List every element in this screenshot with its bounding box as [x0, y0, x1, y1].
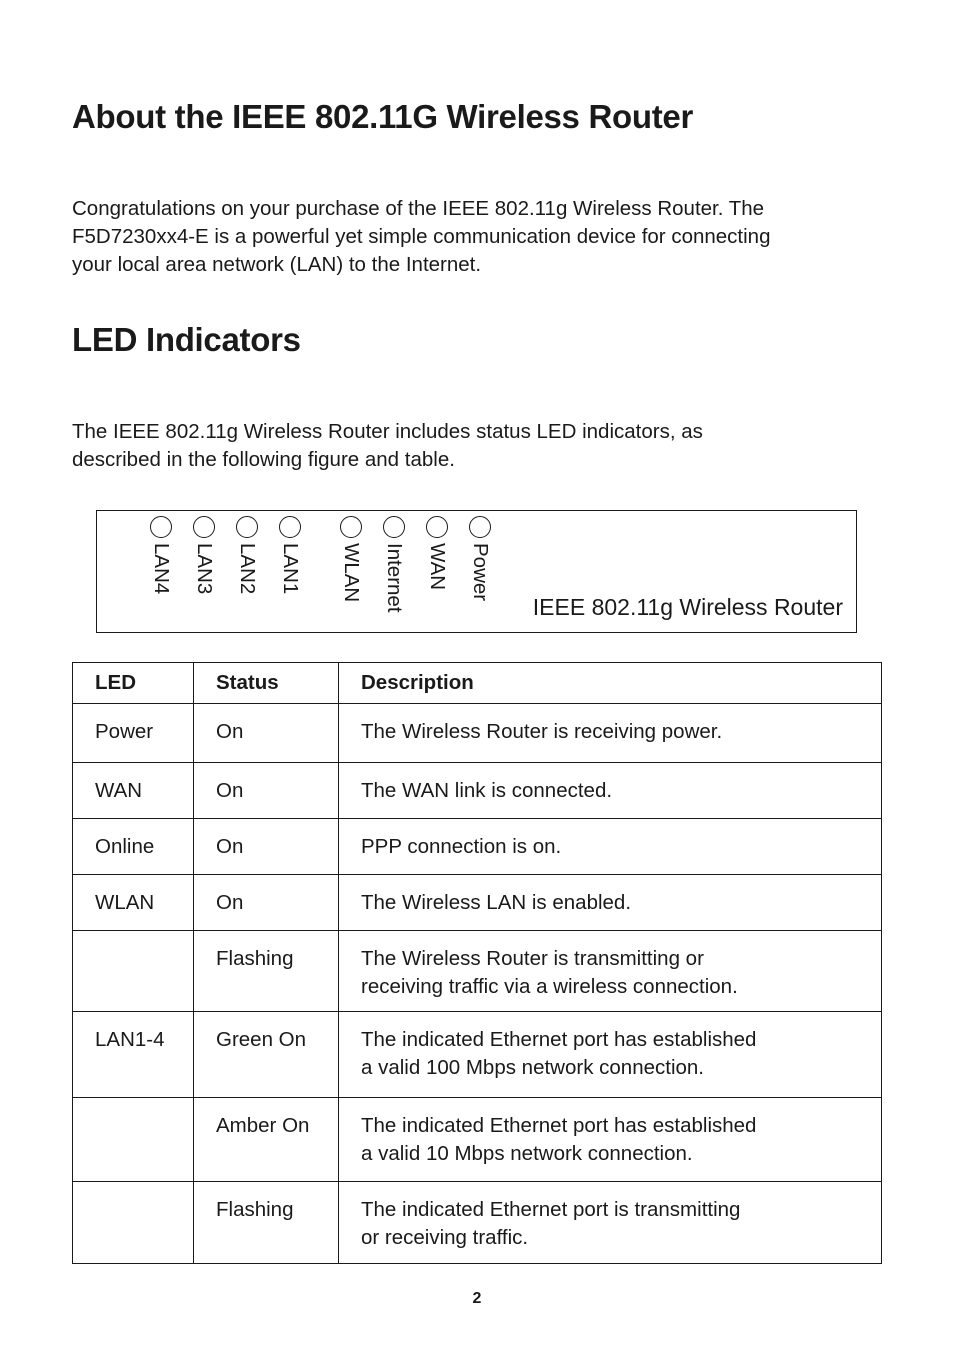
column-header-led: LED [73, 663, 194, 704]
cell-status: Green On [194, 1012, 339, 1098]
cell-status: On [194, 704, 339, 763]
led-circle-icon [193, 516, 215, 538]
cell-led: WLAN [73, 875, 194, 931]
led-circle-icon [469, 516, 491, 538]
description-line: a valid 100 Mbps network connection. [361, 1056, 705, 1079]
table-row [73, 931, 882, 1012]
router-front-panel-figure [96, 510, 857, 633]
cell-status: Flashing [194, 1182, 339, 1264]
cell-led [73, 1098, 194, 1182]
cell-description [339, 704, 882, 763]
cell-status: On [194, 819, 339, 875]
description-line: The WAN link is connected. [361, 779, 613, 802]
description-line: The indicated Ethernet port is transmitting [361, 1198, 741, 1221]
description-line: The Wireless Router is transmitting or [361, 947, 704, 970]
led-label-lan3: LAN3 [193, 543, 216, 595]
cell-description [339, 763, 882, 819]
panel-caption: IEEE 802.11g Wireless Router [532, 594, 843, 620]
led-label-wlan: WLAN [340, 543, 363, 603]
table-row [73, 875, 882, 931]
intro-line: your local area network (LAN) to the Internet. [72, 253, 482, 276]
table-row [73, 1182, 882, 1264]
description-line: The Wireless LAN is enabled. [361, 891, 632, 914]
led-circle-icon [426, 516, 448, 538]
led-circle-icon [150, 516, 172, 538]
section-heading-led-indicators: LED Indicators [72, 321, 301, 358]
description-line: The indicated Ethernet port has established [361, 1028, 757, 1051]
cell-status: Amber On [194, 1098, 339, 1182]
led-label-power: Power [469, 543, 492, 602]
column-header-description: Description [339, 663, 882, 704]
page-title: About the IEEE 802.11G Wireless Router [72, 98, 693, 135]
cell-description [339, 875, 882, 931]
led-status-table [72, 662, 882, 1264]
description-line: or receiving traffic. [361, 1226, 529, 1249]
led-label-wan: WAN [426, 543, 449, 591]
table-row [73, 1098, 882, 1182]
cell-status: Flashing [194, 931, 339, 1012]
cell-led [73, 931, 194, 1012]
description-line: receiving traffic via a wireless connection. [361, 975, 738, 998]
cell-led: Online [73, 819, 194, 875]
column-header-status: Status [194, 663, 339, 704]
description-line: The indicated Ethernet port has established [361, 1114, 757, 1137]
cell-status: On [194, 763, 339, 819]
table-row [73, 1012, 882, 1098]
cell-led: LAN1-4 [73, 1012, 194, 1098]
cell-description [339, 1182, 882, 1264]
cell-led: WAN [73, 763, 194, 819]
cell-description [339, 1012, 882, 1098]
description-line: PPP connection is on. [361, 835, 562, 858]
led-circle-icon [340, 516, 362, 538]
description-line: The Wireless Router is receiving power. [361, 720, 723, 743]
led-label-lan2: LAN2 [236, 543, 259, 595]
table-row [73, 763, 882, 819]
cell-description [339, 931, 882, 1012]
intro-line: Congratulations on your purchase of the IEEE 802.11g Wireless Router. The [72, 197, 765, 220]
cell-status: On [194, 875, 339, 931]
cell-description [339, 1098, 882, 1182]
led-label-internet: Internet [383, 543, 406, 613]
led-label-lan4: LAN4 [150, 543, 173, 595]
intro-line: F5D7230xx4-E is a powerful yet simple communication device for connecting [72, 225, 771, 248]
cell-led [73, 1182, 194, 1264]
cell-description [339, 819, 882, 875]
description-line: a valid 10 Mbps network connection. [361, 1142, 693, 1165]
table-header-row [73, 663, 882, 704]
led-circle-icon [236, 516, 258, 538]
leds-intro-line: described in the following figure and table. [72, 448, 455, 471]
leds-intro-line: The IEEE 802.11g Wireless Router includes status LED indicators, as [72, 420, 703, 443]
led-circle-icon [279, 516, 301, 538]
cell-led: Power [73, 704, 194, 763]
led-label-lan1: LAN1 [279, 543, 302, 595]
table-row [73, 704, 882, 763]
led-circle-icon [383, 516, 405, 538]
page-number: 2 [472, 1290, 482, 1307]
table-row [73, 819, 882, 875]
leds-intro-paragraph [72, 418, 892, 474]
intro-paragraph [72, 195, 892, 279]
